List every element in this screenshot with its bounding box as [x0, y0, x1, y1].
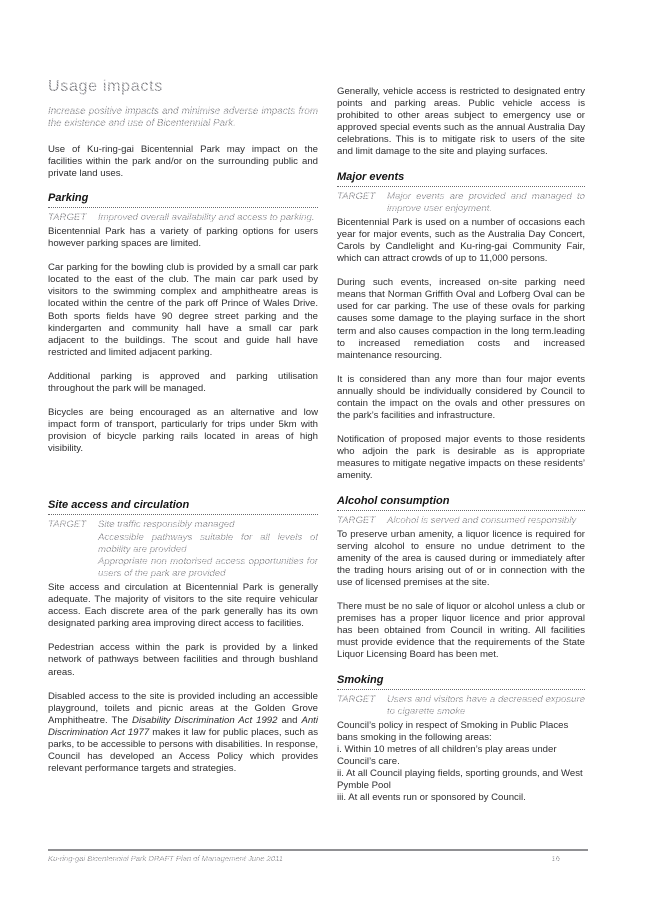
policy-line: i. Within 10 metres of all children’s play areas under Council’s care. [337, 743, 557, 768]
target-desc [387, 515, 585, 527]
footer-document-title: Ku-ring-gai Bicentennial Park DRAFT Plan of Management June 2011 [48, 854, 283, 863]
objective-statement: Increase positive impacts and minimise adverse impacts from the existence and use of Bicentennial Park. [48, 106, 318, 130]
target-block [48, 212, 318, 224]
target-desc [387, 191, 585, 215]
section-heading: Site access and circulation [48, 499, 318, 515]
body-paragraph: To preserve urban amenity, a liquor licence is required for serving alcohol to ensure no undue detriment to the amenity of the area is caused during or immediately after the trading hours arising out of or in connection with the use of licensed premises at the site. [337, 528, 585, 588]
body-paragraph: Additional parking is approved and parking utilisation throughout the park will be managed. [48, 370, 318, 394]
body-paragraph [48, 691, 318, 776]
target-label: TARGET [337, 693, 376, 705]
section-alcohol-consumption [337, 495, 585, 662]
body-paragraph: It is considered than any more than four major events annually should be individually considered by Council to contain the impact on the ovals and other pressures on the park’s facilities and infrastructure. [337, 373, 585, 422]
target-block [48, 519, 318, 579]
body-paragraph: During such events, increased on-site parking need means that Norman Griffith Oval and Lofberg Oval can be used for car parking. The use of these ovals for parking causes some damage to the playing surface in the short term and also causes compaction in the long term.leading to increased remediation costs and increased maintenance resourcing. [337, 277, 585, 361]
section-heading: Parking [48, 192, 318, 208]
target-item: Alcohol is served and consumed responsibly [387, 514, 577, 526]
target-item: Improved overall availability and access to parking. [98, 211, 315, 223]
target-desc [98, 519, 318, 579]
body-paragraph: Generally, vehicle access is restricted to designated entry points and parking areas. Public vehicle access is prohibited to other areas subject to emergency use or approved special events such as the annual Australia Day celebrations. This is to mitigate risk to users of the site and limit damage to the site and playing surfaces. [337, 86, 585, 158]
target-item: Accessible pathways suitable for all levels of mobility are provided [98, 531, 318, 555]
policy-line: ii. At all Council playing fields, sporting grounds, and West Pymble Pool [337, 768, 583, 792]
target-block [337, 694, 585, 718]
page-footer [48, 849, 588, 863]
target-label: TARGET [48, 211, 87, 223]
target-item: Users and visitors have a decreased exposure to cigarette smoke [387, 693, 585, 717]
intro-paragraph: Use of Ku-ring-gai Bicentennial Park may impact on the facilities within the park and/or on the surrounding public and private land uses. [48, 143, 318, 179]
target-desc [387, 694, 585, 718]
target-label: TARGET [48, 519, 87, 531]
page-title: Usage impacts [48, 78, 318, 96]
act-title-italic: Disability Discrimination Act 1992 [132, 714, 278, 726]
section-heading: Smoking [337, 674, 585, 690]
paragraph-fragment: and [277, 714, 302, 726]
target-block [337, 191, 585, 215]
section-site-access [48, 499, 318, 775]
body-paragraph: Notification of proposed major events to those residents who adjoin the park is desirable as is appropriate measures to mitigate negative impacts on these residents’ amenity. [337, 434, 585, 482]
section-heading: Alcohol consumption [337, 495, 585, 511]
target-item: Major events are provided and managed to improve user enjoyment. [387, 190, 585, 214]
body-paragraph: Site access and circulation at Bicentennial Park is generally adequate. The majority of visitors to the site require vehicular access. Each discrete area of the park generally has its own designated parking area improving direct access to facilities. [48, 581, 318, 630]
target-label: TARGET [337, 190, 376, 202]
section-parking [48, 192, 318, 456]
body-paragraph: Bicycles are being encouraged as an alternative and low impact form of transport, particularly for trips under 5km with provision of bicycle parking rails located in areas of high visibility. [48, 407, 318, 455]
body-paragraph: Pedestrian access within the park is provided by a linked network of pathways between facilities and through bushland areas. [48, 642, 318, 678]
right-column [337, 86, 585, 804]
body-paragraph: Bicentennial Park has a variety of parking options for users however parking spaces are limited. [48, 225, 318, 250]
target-item: Appropriate non motorised access opportunities for users of the park are provided [98, 555, 318, 579]
policy-line: Council’s policy in respect of Smoking in Public Places bans smoking in the following areas: [337, 719, 569, 743]
target-desc [98, 212, 318, 224]
section-major-events [337, 171, 585, 483]
target-item: Site traffic responsibly managed [98, 519, 235, 531]
section-heading: Major events [337, 171, 585, 187]
target-block [337, 515, 585, 527]
act-title-italic: Anti Discrimination Act 1977 [48, 714, 318, 738]
section-smoking [337, 674, 585, 805]
page-number: 16 [551, 854, 560, 863]
left-column [48, 78, 318, 787]
target-label: TARGET [337, 514, 376, 526]
paragraph-fragment: makes it law for public places, such as parks, to be accessible to persons with disabilities. In response, Council has developed an Access Policy which provides relevant performance targets and strategies. [48, 726, 318, 775]
body-paragraph: Bicentennial Park is used on a number of occasions each year for major events, such as the Australia Day Concert, Carols by Candlelight and Ku-ring-gai Community Fair, which can attract crowds of up to 11,000 persons. [337, 216, 585, 265]
paragraph-fragment: Disabled access to the site is provided including an accessible playground, toilets and picnic areas at the Golden Grove Amphitheatre. The [48, 690, 318, 726]
body-paragraph: Car parking for the bowling club is provided by a small car park located to the east of the club. The main car park used by visitors to the swimming complex and amphitheatre areas is located within the centre of the park off Prince of Wales Drive. Both sports fields have 90 degree street parking and the kindergarten and community hall have a small car park adjacent to the buildings. The scout and guide hall have restricted and limited adjacent parking. [48, 262, 318, 358]
policy-line: iii. At all events run or sponsored by Council. [337, 792, 526, 804]
body-paragraph: There must be no sale of liquor or alcohol unless a club or premises has a proper liquor licence and prior approval has been obtained from Council in writing. All facilities must provide evidence that the requirements of the State Liquor Licensing Board has been met. [337, 601, 585, 661]
